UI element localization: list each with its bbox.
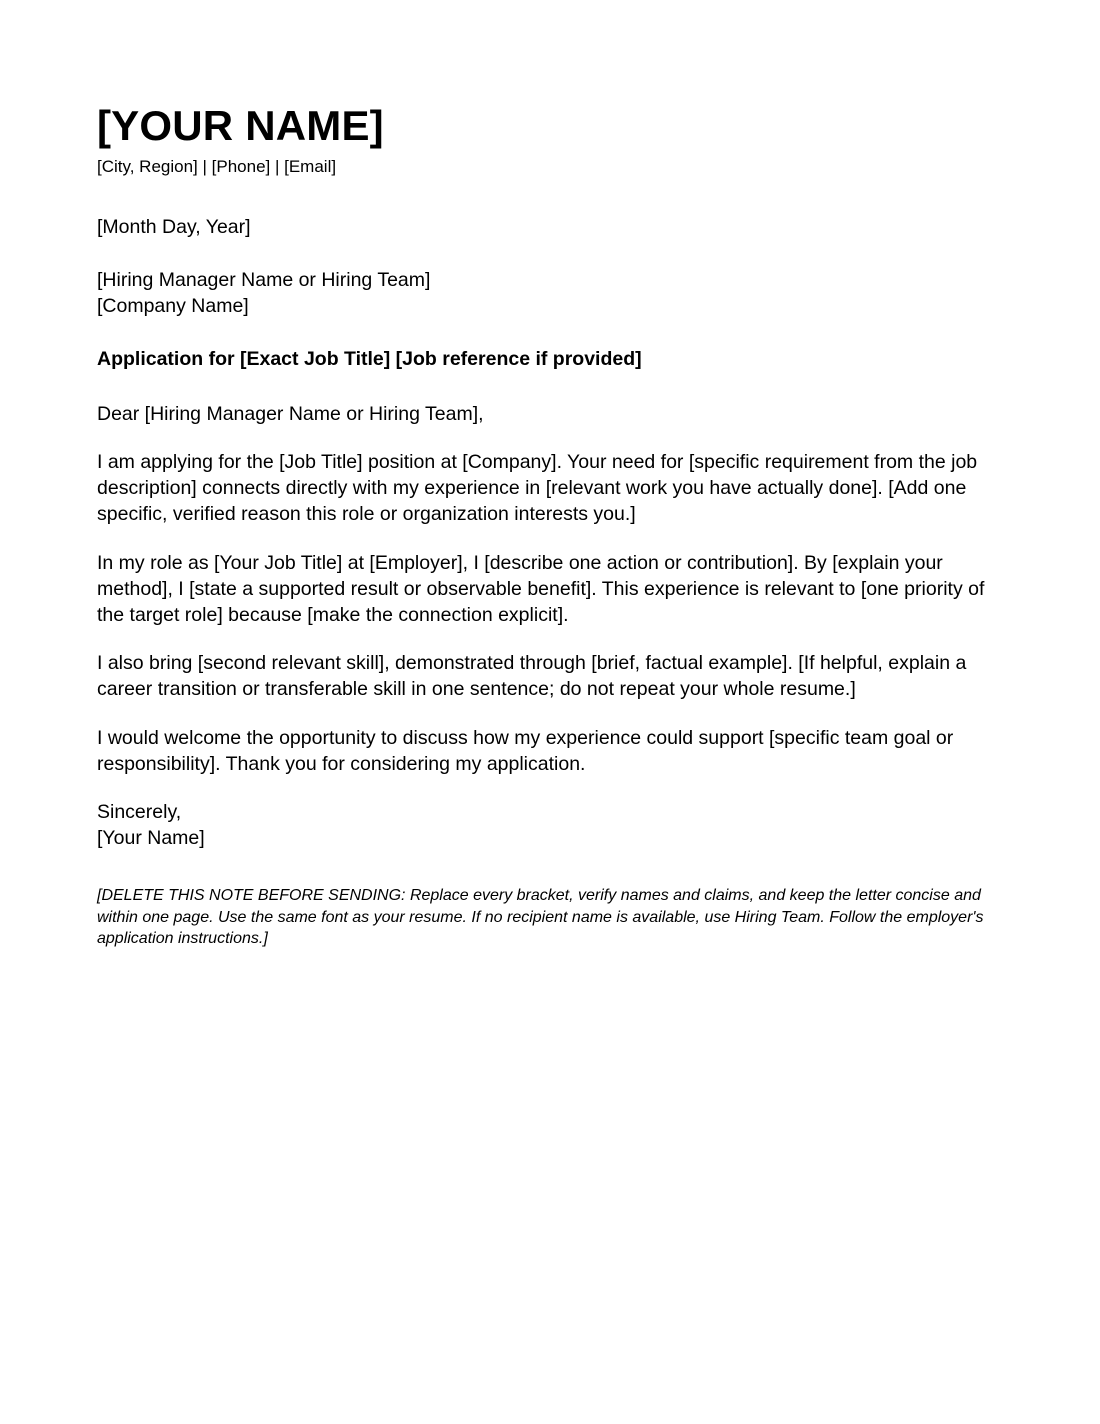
recipient-company: [Company Name]: [97, 295, 249, 317]
recipient-name: [Hiring Manager Name or Hiring Team]: [97, 269, 431, 291]
body-paragraph-3: I also bring [second relevant skill], demonstrated through [brief, factual example]. [If helpful, explain a career transition or transferable skill in one sentence; do not repeat your whole resume.]: [97, 652, 967, 701]
salutation: Dear [Hiring Manager Name or Hiring Team],: [97, 403, 484, 425]
subject-line: Application for [Exact Job Title] [Job reference if provided]: [97, 348, 642, 370]
body-paragraph-4: I would welcome the opportunity to discuss how my experience could support [specific team goal or responsibility]. Thank you for considering my application.: [97, 726, 954, 775]
closing-block: [97, 799, 1007, 851]
signature-name: [Your Name]: [97, 827, 205, 850]
letter-date: [Month Day, Year]: [97, 216, 251, 238]
delete-before-sending-note: [DELETE THIS NOTE BEFORE SENDING: Replace every bracket, verify names and claims, and keep the letter concise and within one page. Use the same font as your resume. If no recipient name is available, use Hiring Team. Follow the employer's application instructions.]: [97, 887, 984, 948]
body-paragraph-1: I am applying for the [Job Title] position at [Company]. Your need for [specific requirement from the job description] connects directly with my experience in [relevant work you have actually done]. [Add one specific, verified reason this role or organization interests you.]: [97, 451, 978, 526]
body-paragraph-2: In my role as [Your Job Title] at [Employer], I [describe one action or contribution]. By [explain your method], I [state a supported result or observable benefit]. This experience is relevant to [one priority of the target role] because [make the connection explicit].: [97, 551, 985, 627]
recipient-block: [97, 267, 1007, 319]
letter-body: [97, 97, 1007, 950]
sender-contact-line: [City, Region] | [Phone] | [Email]: [97, 157, 337, 176]
sender-name: [YOUR NAME]: [97, 102, 384, 149]
closing-phrase: Sincerely,: [97, 801, 182, 824]
